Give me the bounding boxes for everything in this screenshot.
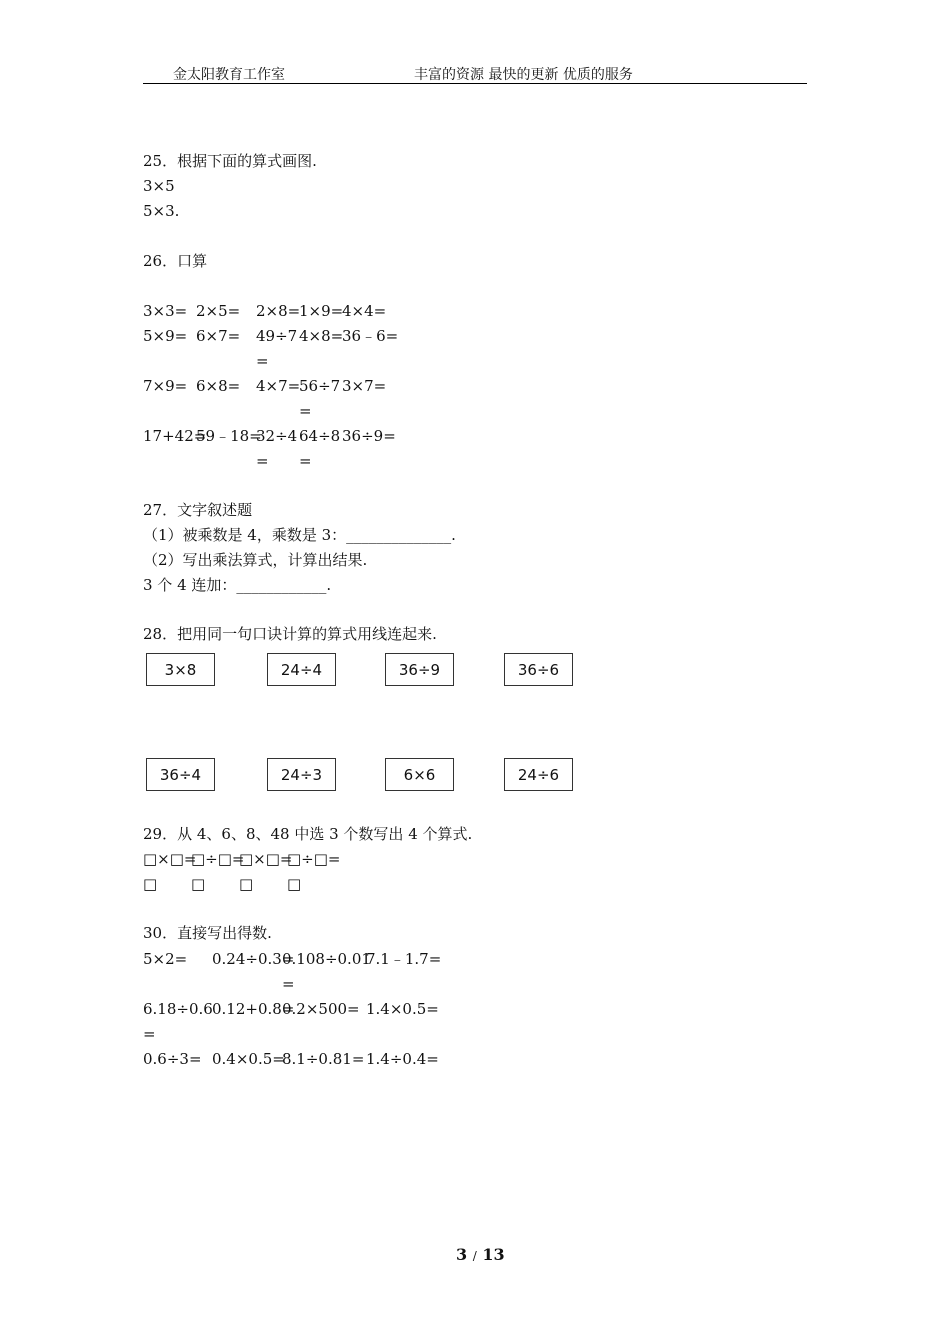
oral-calc-item: 3×7= xyxy=(342,377,387,395)
expression-box: 3×8 xyxy=(146,653,215,686)
expression-box: 6×6 xyxy=(385,758,454,791)
oral-calc-item: 4×4= xyxy=(342,302,387,320)
oral-calc-item: 6×7= xyxy=(196,327,241,345)
header-right-text: 丰富的资源 最快的更新 优质的服务 xyxy=(414,67,633,83)
oral-calc-item: 32÷4 xyxy=(256,427,298,445)
question-title: 27．文字叙述题 xyxy=(143,501,253,519)
expression-box: 24÷4 xyxy=(267,653,336,686)
calc-item: 0.24÷0.3= xyxy=(212,950,295,968)
oral-calc-item: 64÷8 xyxy=(299,427,341,445)
question-line: 3 个 4 连加：____________. xyxy=(143,576,332,594)
expression-box: 36÷9 xyxy=(385,653,454,686)
expression-box: 36÷6 xyxy=(504,653,573,686)
page-separator: / xyxy=(472,1249,477,1263)
wrapped-equals: = xyxy=(143,1025,156,1043)
question-title: 28．把用同一句口诀计算的算式用线连起来. xyxy=(143,625,437,643)
blank-box: □ xyxy=(191,875,206,893)
question-title: 26．口算 xyxy=(143,252,208,270)
wrapped-equals: = xyxy=(282,975,295,993)
blank-expression: □×□= xyxy=(143,850,197,868)
oral-calc-item: 3×3= xyxy=(143,302,188,320)
oral-calc-item: 6×8= xyxy=(196,377,241,395)
question-title: 30．直接写出得数. xyxy=(143,924,272,942)
header-rule xyxy=(143,83,807,84)
expression-box: 36÷4 xyxy=(146,758,215,791)
wrapped-equals: = xyxy=(256,452,269,470)
oral-calc-item: 36﹣6= xyxy=(342,327,399,345)
blank-box: □ xyxy=(143,875,158,893)
oral-calc-item: 49÷7 xyxy=(256,327,298,345)
blank-expression: □×□= xyxy=(239,850,293,868)
total-pages: 13 xyxy=(482,1245,505,1264)
calc-item: 1.4÷0.4= xyxy=(366,1050,439,1068)
wrapped-equals: = xyxy=(299,452,312,470)
oral-calc-item: 2×8= xyxy=(256,302,301,320)
page-number xyxy=(456,1246,505,1265)
oral-calc-item: 4×7= xyxy=(256,377,301,395)
blank-expression: □÷□= xyxy=(191,850,245,868)
oral-calc-item: 1×9= xyxy=(299,302,344,320)
question-line: （2）写出乘法算式，计算出结果. xyxy=(143,551,368,569)
calc-item: 0.4×0.5= xyxy=(212,1050,285,1068)
calc-item: 0.6÷3= xyxy=(143,1050,202,1068)
oral-calc-item: 59﹣18= xyxy=(196,427,262,445)
expression-box: 24÷6 xyxy=(504,758,573,791)
header-left-text: 金太阳教育工作室 xyxy=(173,67,285,83)
calc-item: 5×2= xyxy=(143,950,188,968)
oral-calc-item: 56÷7 xyxy=(299,377,341,395)
current-page: 3 xyxy=(456,1245,468,1264)
oral-calc-item: 2×5= xyxy=(196,302,241,320)
blank-expression: □÷□= xyxy=(287,850,341,868)
expression-box: 24÷3 xyxy=(267,758,336,791)
calc-item: 0.12+0.8= xyxy=(212,1000,295,1018)
calc-item: 0.108÷0.01 xyxy=(282,950,371,968)
calc-item: 1.4×0.5= xyxy=(366,1000,439,1018)
blank-box: □ xyxy=(287,875,302,893)
calc-item: 0.2×500= xyxy=(282,1000,360,1018)
oral-calc-item: 7×9= xyxy=(143,377,188,395)
question-title: 29．从 4、6、8、48 中选 3 个数写出 4 个算式. xyxy=(143,825,473,843)
oral-calc-item: 5×9= xyxy=(143,327,188,345)
calc-item: 6.18÷0.6 xyxy=(143,1000,213,1018)
wrapped-equals: = xyxy=(299,402,312,420)
expression-line: 5×3. xyxy=(143,202,180,220)
oral-calc-item: 17+42= xyxy=(143,427,207,445)
question-line: （1）被乘数是 4，乘数是 3：______________. xyxy=(143,526,456,544)
blank-box: □ xyxy=(239,875,254,893)
expression-line: 3×5 xyxy=(143,177,175,195)
calc-item: 8.1÷0.81= xyxy=(282,1050,365,1068)
question-title: 25．根据下面的算式画图. xyxy=(143,152,317,170)
oral-calc-item: 4×8= xyxy=(299,327,344,345)
oral-calc-item: 36÷9= xyxy=(342,427,396,445)
calc-item: 7.1﹣1.7= xyxy=(366,950,442,968)
wrapped-equals: = xyxy=(256,352,269,370)
